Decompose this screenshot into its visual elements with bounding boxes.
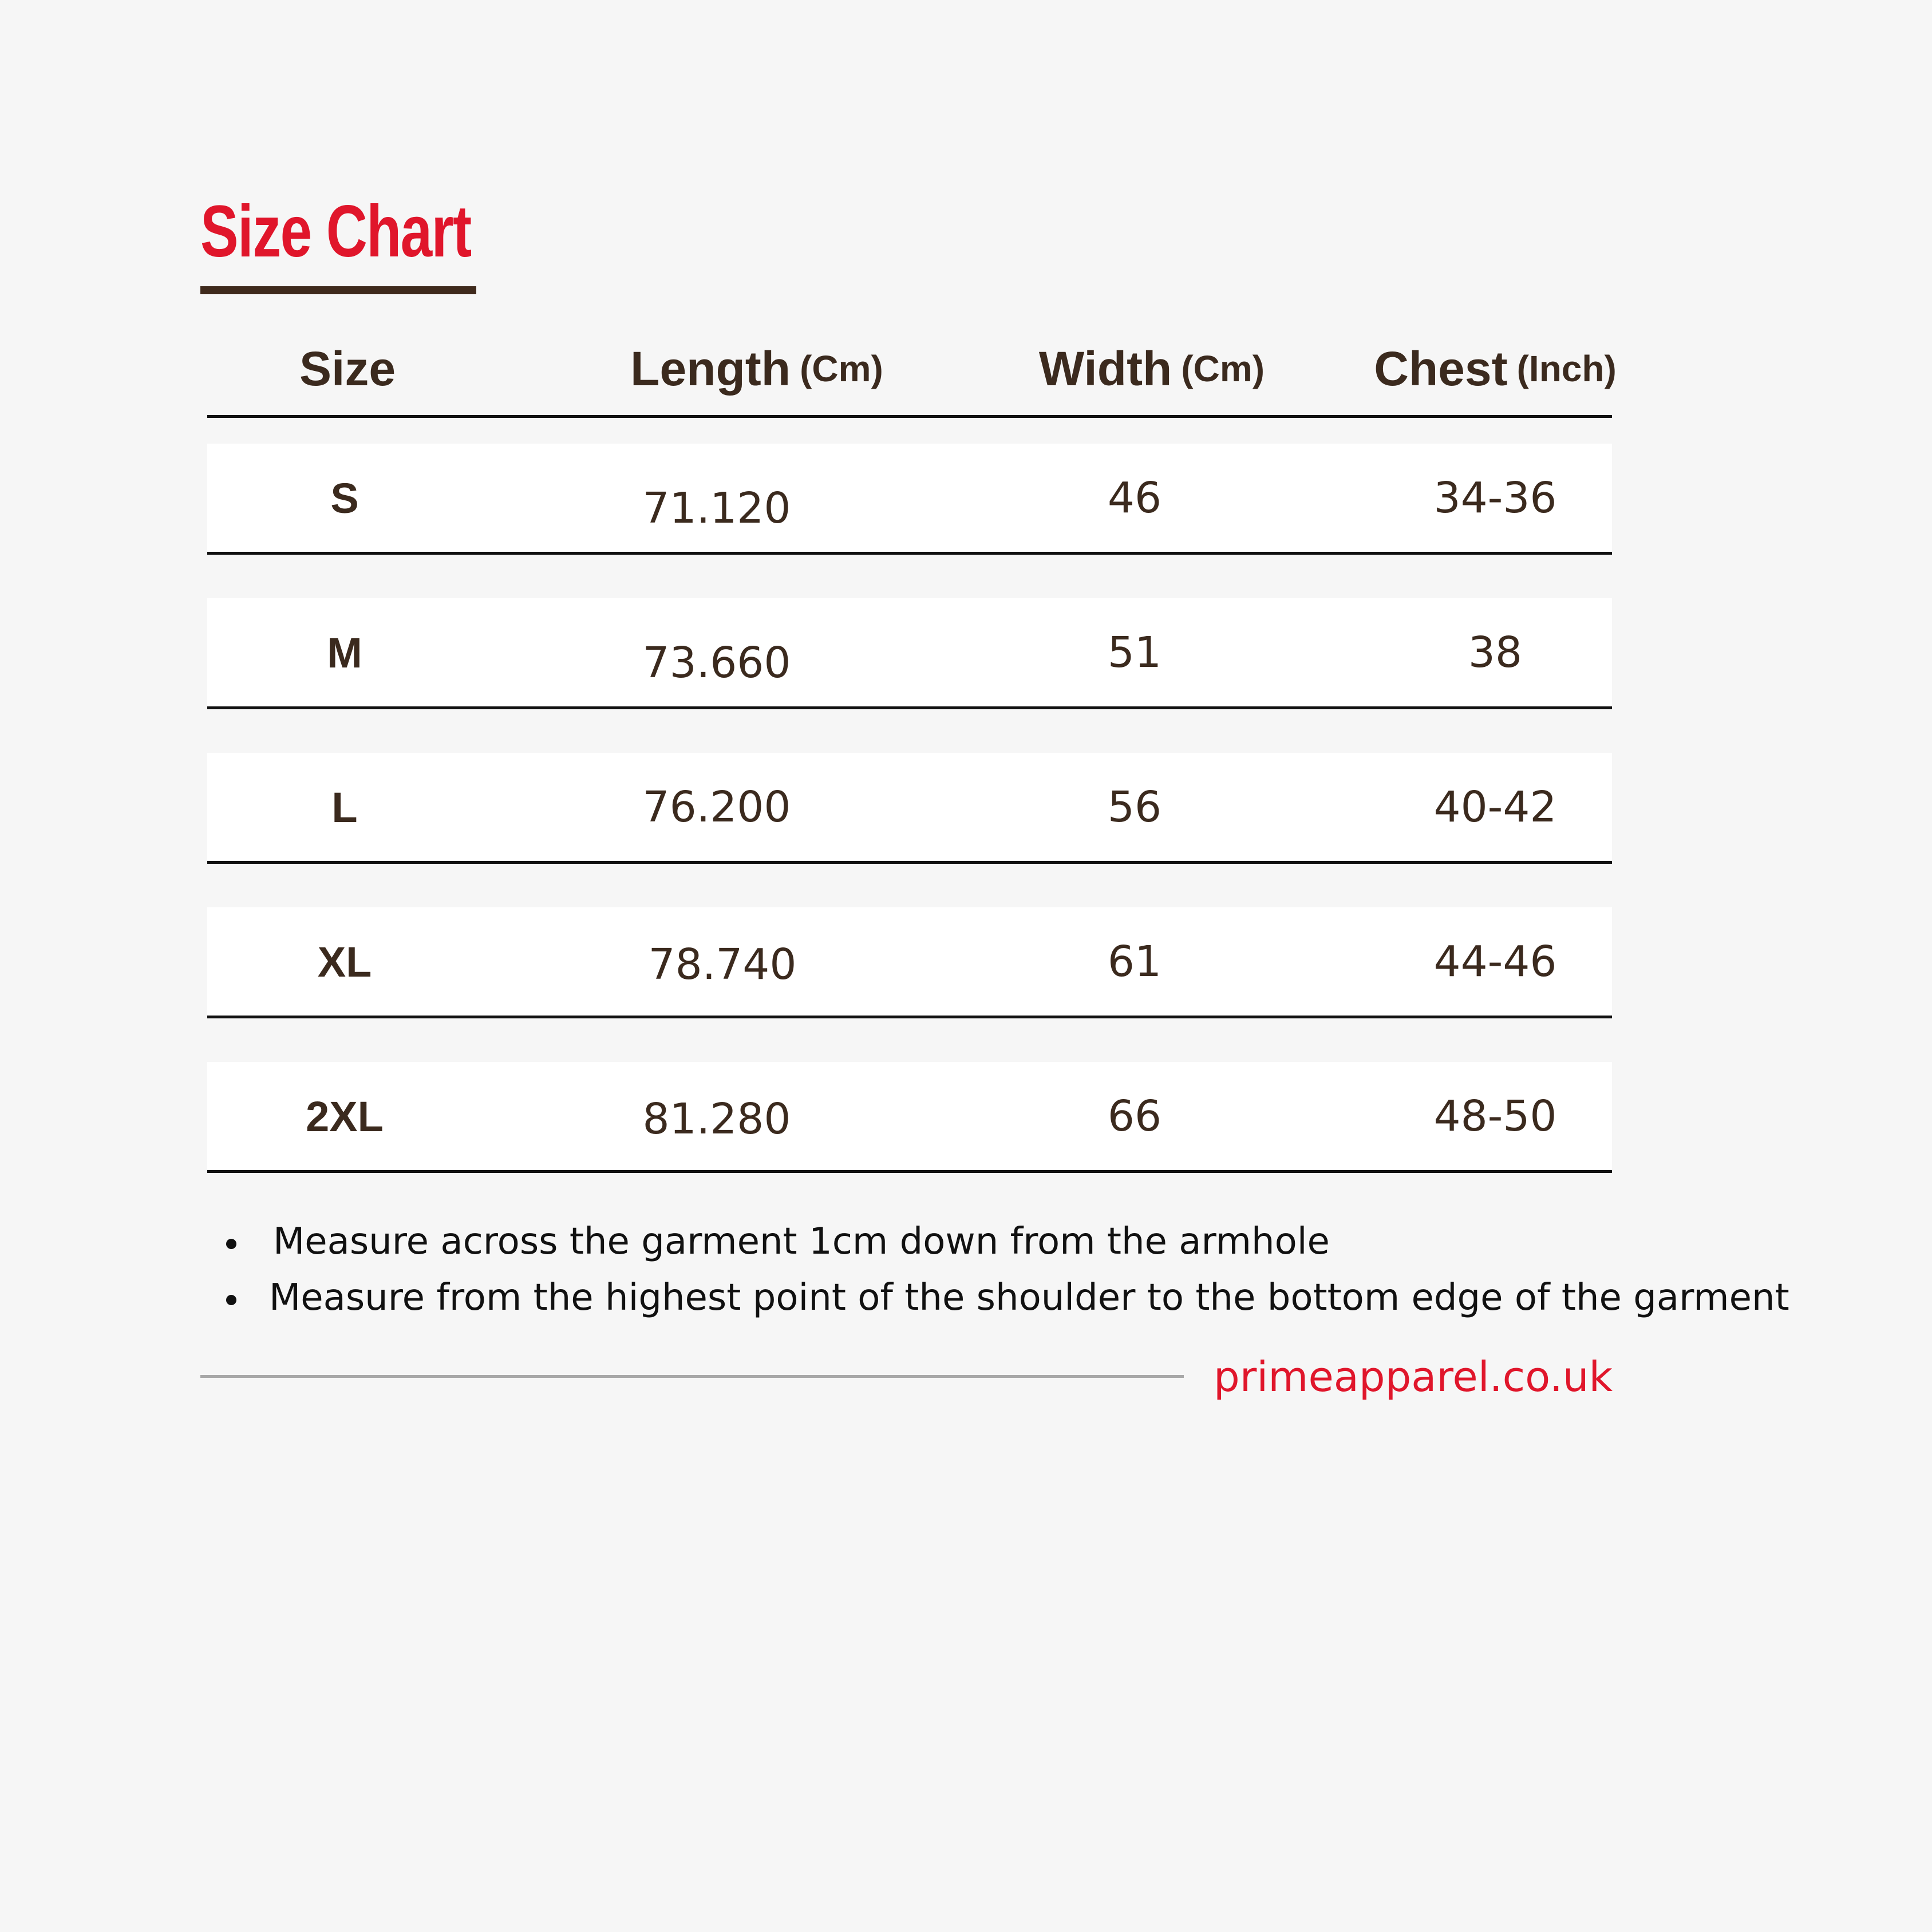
cell-length [608, 907, 837, 1016]
table-row [207, 907, 1612, 1016]
row-divider [207, 706, 1612, 709]
length-value: 71.120 [642, 484, 791, 533]
row-divider [207, 552, 1612, 555]
width-value: 46 [1107, 473, 1162, 523]
cell-length [602, 1062, 831, 1171]
chest-value: 38 [1468, 628, 1523, 677]
header-width-label: Width [1038, 341, 1172, 396]
chest-value: 40-42 [1433, 783, 1557, 832]
size-value: 2XL [306, 1092, 384, 1140]
cell-length [602, 753, 831, 862]
size-value: L [331, 783, 358, 831]
cell-chest [1381, 1062, 1610, 1171]
header-width-unit: (Cm) [1181, 348, 1265, 389]
length-value: 76.200 [642, 783, 791, 832]
size-value: S [330, 474, 359, 522]
length-value: 78.740 [648, 940, 797, 989]
chest-value: 34-36 [1433, 473, 1557, 523]
website-link[interactable]: primeapparel.co.uk [1214, 1353, 1613, 1401]
row-divider [207, 1016, 1612, 1018]
header-chest [1352, 321, 1638, 417]
table-header [207, 321, 1617, 417]
cell-size [207, 598, 482, 707]
header-chest-unit: (Inch) [1516, 348, 1617, 389]
cell-chest [1381, 907, 1610, 1016]
size-value: XL [317, 938, 372, 986]
width-value: 51 [1107, 628, 1162, 677]
cell-width [1049, 444, 1220, 552]
cell-width [1049, 598, 1220, 707]
cell-length [602, 444, 831, 552]
table-row [207, 753, 1612, 862]
width-value: 56 [1107, 783, 1162, 832]
table-row [207, 444, 1612, 552]
header-length [602, 321, 911, 417]
footer-divider [200, 1375, 1184, 1378]
cell-size [207, 444, 482, 552]
header-width [1009, 321, 1295, 417]
size-value: M [327, 629, 362, 677]
header-length-label: Length [630, 341, 791, 396]
cell-chest [1381, 598, 1610, 707]
cell-width [1049, 1062, 1220, 1171]
cell-size [207, 1062, 482, 1171]
cell-width [1049, 907, 1220, 1016]
table-row [207, 598, 1612, 707]
note-item: Measure across the garment 1cm down from the armhole [226, 1214, 1789, 1270]
row-divider [207, 1170, 1612, 1173]
header-size [207, 321, 482, 417]
chest-value: 44-46 [1433, 937, 1557, 986]
table-row [207, 1062, 1612, 1171]
chest-value: 48-50 [1433, 1092, 1557, 1141]
width-value: 66 [1107, 1092, 1162, 1141]
cell-width [1049, 753, 1220, 862]
measurement-notes [226, 1214, 1789, 1326]
cell-length [602, 598, 831, 707]
page-title: Size Chart [200, 191, 471, 272]
cell-size [207, 753, 482, 862]
length-value: 81.280 [642, 1095, 791, 1144]
header-divider [207, 415, 1612, 418]
header-chest-label: Chest [1374, 341, 1508, 396]
cell-chest [1381, 753, 1610, 862]
length-value: 73.660 [642, 638, 791, 688]
width-value: 61 [1107, 937, 1162, 986]
cell-chest [1381, 444, 1610, 552]
header-size-label: Size [299, 341, 396, 396]
cell-size [207, 907, 482, 1016]
note-item: Measure from the highest point of the shoulder to the bottom edge of the garment [226, 1270, 1789, 1326]
title-underline [200, 286, 476, 294]
row-divider [207, 861, 1612, 864]
header-length-unit: (Cm) [800, 348, 883, 389]
size-table [207, 321, 1617, 1144]
